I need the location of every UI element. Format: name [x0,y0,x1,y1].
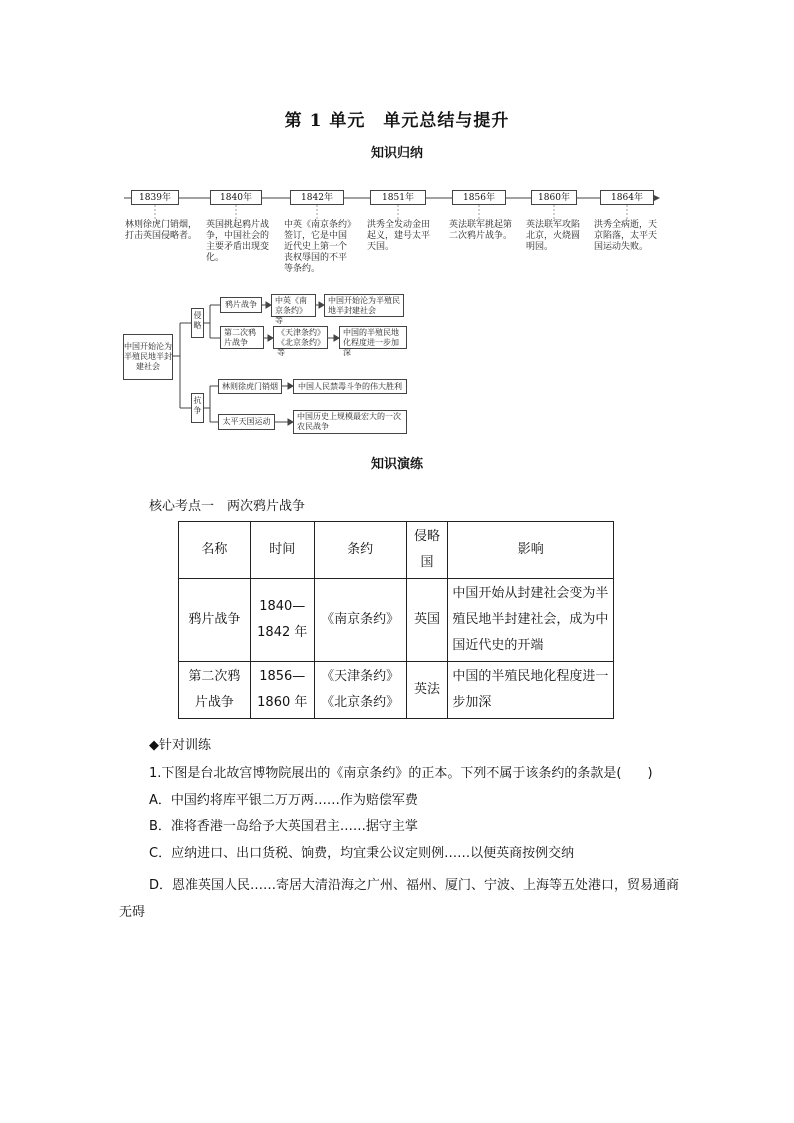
mindmap-result: 中国历史上规模最宏大的一次农民战争 [293,410,407,434]
mindmap-result: 中国开始沦为半殖民地半封建社会 [324,294,404,317]
table-cell: 《南京条约》 [314,579,406,662]
table-cell: 英法 [406,662,448,719]
table-row [179,662,614,719]
table-cell: 1856—1860 年 [250,662,314,719]
table-cell: 《天津条约》《北京条约》 [314,662,406,719]
mindmap-event: 太平天国运动 [218,414,275,430]
timeline-desc-1842: 中英《南京条约》签订，它是中国近代史上第一个丧权辱国的不平等条约。 [284,220,352,274]
timeline-year-1842: 1842年 [290,190,344,205]
timeline-year-1856: 1856年 [452,190,506,205]
mindmap-event: 林则徐虎门销烟 [218,379,282,394]
table-cell: 英国 [406,579,448,662]
timeline-desc-1864: 洪秀全病逝，天京陷落，太平天国运动失败。 [594,220,658,252]
mindmap-branch-resist: 抗争 [191,393,204,423]
table-row [179,579,614,662]
mindmap-treaty: 《天津条约》《北京条约》等 [273,326,328,349]
core-point-heading: 核心考点一 两次鸦片战争 [149,499,306,514]
table-header-cell: 侵略国 [406,522,448,579]
question-stem: 1.下图是台北故宫博物院展出的《南京条约》的正本。下列不属于该条约的条款是( ) [149,766,653,781]
option-c: C．应纳进口、出口货税、饷费，均宜秉公议定则例……以便英商按例交纳 [149,846,575,861]
option-d: D．恩准英国人民……寄居大清沿海之广州、福州、厦门、宁波、上海等五处港口，贸易通商无碍 [119,878,680,920]
table-header-row [179,522,614,579]
timeline-desc-1851: 洪秀全发动金田起义，建号太平天国。 [367,220,431,252]
timeline-year-1851: 1851年 [370,190,426,205]
mindmap-connectors [0,0,794,440]
section-heading-practice: 知识演练 [370,457,423,472]
timeline-year-1860: 1860年 [531,190,577,205]
mindmap-event: 鸦片战争 [220,297,262,313]
table-header-cell: 时间 [250,522,314,579]
option-b: B．准将香港一岛给予大英国君主……据守主掌 [149,819,418,834]
table-cell: 中国开始从封建社会变为半殖民地半封建社会，成为中国近代史的开端 [448,579,614,662]
option-a: A．中国约将库平银二万万两……作为赔偿军费 [149,793,418,808]
table-header-cell: 影响 [448,522,614,579]
table-cell: 第二次鸦片战争 [179,662,251,719]
mindmap-root: 中国开始沦为半殖民地半封建社会 [123,334,173,380]
timeline-desc-1856: 英法联军挑起第二次鸦片战争。 [449,220,513,241]
timeline-year-1840: 1840年 [210,190,262,205]
mindmap-result: 中国人民禁毒斗争的伟大胜利 [293,379,407,394]
mindmap-branch-invasion: 侵略 [191,308,204,338]
table-header-cell: 名称 [179,522,251,579]
page-title: 第 1 单元 单元总结与提升 [284,111,510,131]
table-header-cell: 条约 [314,522,406,579]
mindmap-treaty: 中英《南京条约》等 [271,294,316,317]
mindmap-result: 中国的半殖民地化程度进一步加深 [339,326,407,349]
timeline-desc-1860: 英法联军攻陷北京，火烧圆明园。 [526,220,581,252]
timeline-year-1864: 1864年 [600,190,654,205]
timeline-desc-1840: 英国挑起鸦片战争，中国社会的主要矛盾出现变化。 [206,220,270,263]
opium-war-table [178,521,614,719]
timeline-year-1839: 1839年 [131,190,179,205]
table-cell: 中国的半殖民地化程度进一步加深 [448,662,614,719]
mindmap-event: 第二次鸦片战争 [220,326,264,349]
training-label: ◆针对训练 [149,738,211,753]
timeline-desc-1839: 林则徐虎门销烟，打击英国侵略者。 [125,220,198,241]
table-cell: 1840—1842 年 [250,579,314,662]
section-heading-knowledge: 知识归纳 [370,146,423,161]
table-cell: 鸦片战争 [179,579,251,662]
